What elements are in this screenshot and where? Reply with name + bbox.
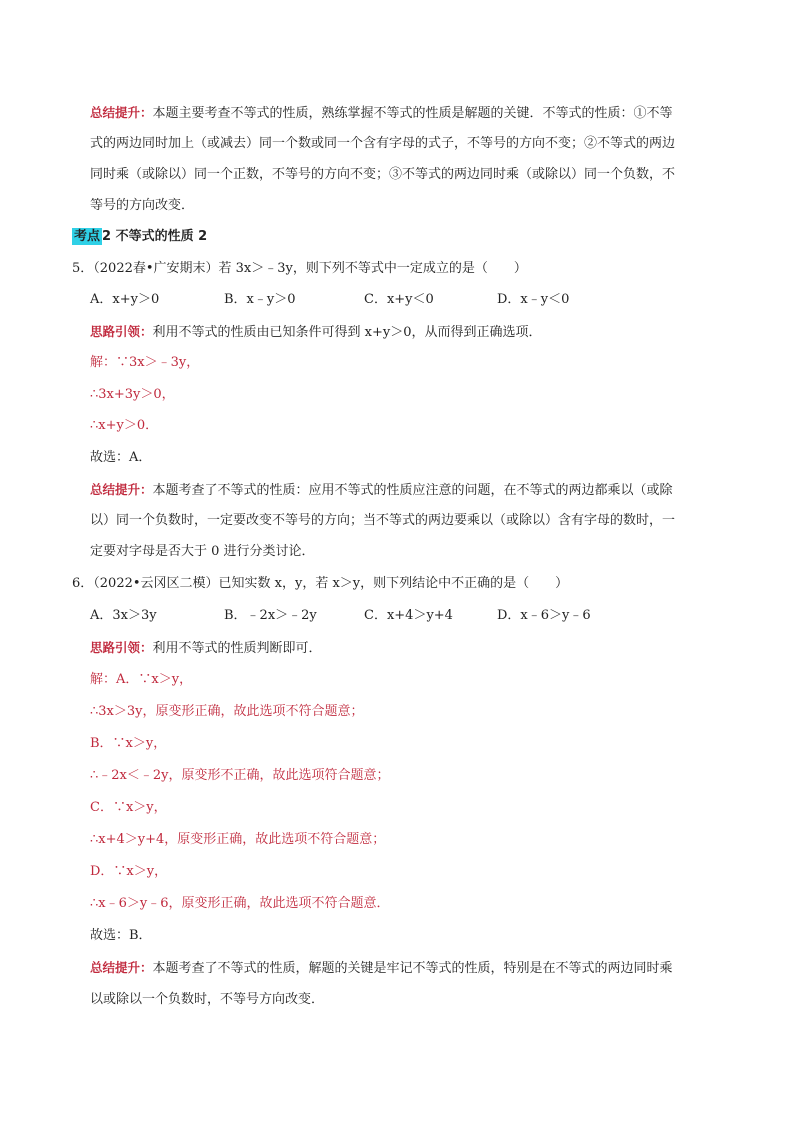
summary-text: 本题主要考查不等式的性质，熟练掌握不等式的性质是解题的关键．不等式的性质：①不等: [152, 106, 673, 121]
q6-option-c: C．x+4＞y+4: [364, 608, 453, 623]
q6-option-b: B．﹣2x＞﹣2y: [224, 608, 317, 623]
section-tag: 考点: [74, 229, 101, 244]
q5-summary-line-1: [90, 481, 673, 500]
section-title: 2 不等式的性质 2: [102, 229, 208, 244]
q6-hint-label: 思路引领：: [90, 640, 153, 655]
q5-summary-label: 总结提升：: [90, 482, 153, 497]
q6-sol-1: 解：A．∵x＞y，: [90, 672, 193, 687]
q6-hint: [90, 639, 322, 658]
q5-option-c: C．x+y＜0: [364, 292, 434, 307]
q5-option-b: B．x﹣y＞0: [224, 292, 296, 307]
q6-answer: 故选：B．: [90, 928, 152, 943]
q6-sol-7: D．∵x＞y，: [90, 864, 168, 879]
q5-summary-text: 本题考查了不等式的性质：应用不等式的性质应注意的问题，在不等式的两边都乘以（或除: [152, 483, 673, 498]
q5-option-a: A．x+y＞0: [90, 292, 160, 307]
q5-hint-label: 思路引领：: [90, 324, 153, 339]
q5-hint-text: 利用不等式的性质由已知条件可得到 x+y＞0，从而得到正确选项．: [152, 325, 542, 340]
q6-sol-5: C．∵x＞y，: [90, 800, 167, 815]
q5-option-d: D．x﹣y＜0: [497, 292, 570, 307]
summary-line-2: 式的两边同时加上（或减去）同一个数或同一个含有字母的式子，不等号的方向不变；②不等式的两边: [90, 136, 676, 151]
q6-hint-text: 利用不等式的性质判断即可．: [152, 641, 322, 656]
q6-stem: 6．（2022•云冈区二模）已知实数 x，y，若 x＞y，则下列结论中不正确的是（ ）: [72, 576, 569, 591]
q6-summary-line-1: [90, 959, 673, 978]
section-heading: [72, 228, 207, 246]
q6-summary-text: 本题考查了不等式的性质，解题的关键是牢记不等式的性质，特别是在不等式的两边同时乘: [152, 961, 673, 976]
q5-hint: [90, 323, 542, 342]
q6-sol-6: ∴x+4＞y+4，原变形正确，故此选项不符合题意；: [90, 832, 386, 847]
q5-summary-line-3: 定要对字母是否大于 0 进行分类讨论．: [90, 544, 315, 559]
summary-line-3: 同时乘（或除以）同一个正数，不等号的方向不变；③不等式的两边同时乘（或除以）同一个负数，不: [90, 167, 676, 182]
q5-sol-2: ∴3x+3y＞0，: [90, 387, 175, 402]
q6-sol-2: ∴3x＞3y，原变形正确，故此选项不符合题意；: [90, 704, 364, 719]
summary-line-4: 等号的方向改变．: [90, 198, 195, 213]
q6-sol-8: ∴x﹣6＞y﹣6，原变形正确，故此选项不符合题意．: [90, 896, 390, 911]
q6-option-a: A．3x＞3y: [90, 608, 157, 623]
q5-sol-3: ∴x+y＞0．: [90, 418, 159, 433]
q5-sol-1: 解：∵3x＞﹣3y，: [90, 355, 200, 370]
q5-answer: 故选：A．: [90, 450, 152, 465]
summary-line-1: [90, 104, 673, 123]
q6-sol-4: ∴﹣2x＜﹣2y，原变形不正确，故此选项符合题意；: [90, 768, 390, 783]
q6-sol-3: B．∵x＞y，: [90, 736, 167, 751]
q5-stem: 5．（2022春•广安期末）若 3x＞﹣3y，则下列不等式中一定成立的是（ ）: [72, 261, 527, 276]
q6-summary-line-2: 以或除以一个负数时，不等号方向改变．: [90, 992, 325, 1007]
q6-option-d: D．x﹣6＞y﹣6: [497, 608, 591, 623]
q6-summary-label: 总结提升：: [90, 960, 153, 975]
q5-summary-line-2: 以）同一个负数时，一定要改变不等号的方向；当不等式的两边要乘以（或除以）含有字母的数时，一: [90, 513, 676, 528]
summary-label: 总结提升：: [90, 105, 153, 120]
